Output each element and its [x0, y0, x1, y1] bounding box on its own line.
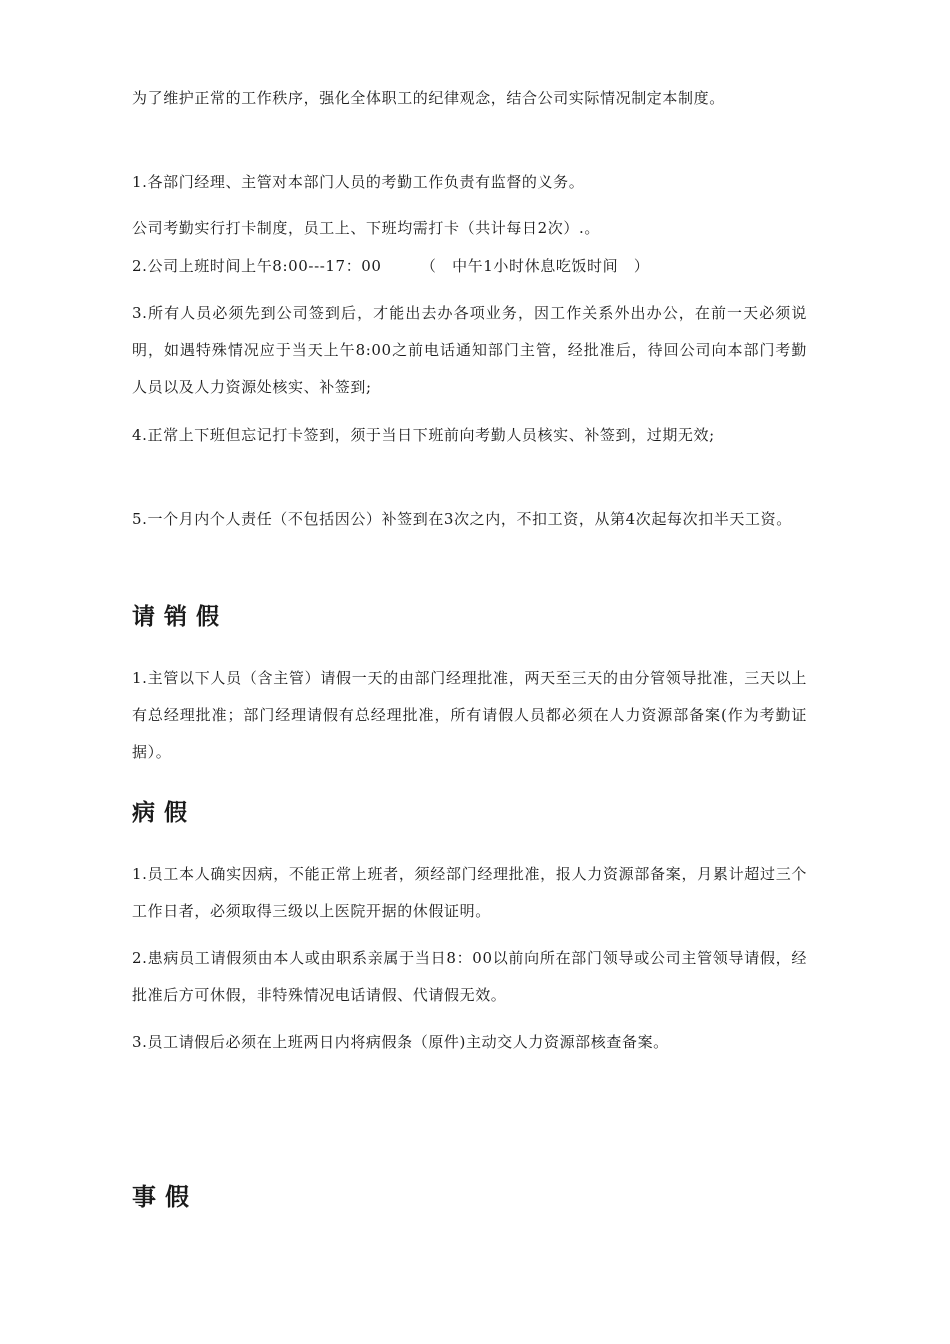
intro-paragraph: 为了维护正常的工作秩序，强化全体职工的纪律观念，结合公司实际情况制定本制度。 — [132, 89, 725, 107]
attendance-item-1: 1.各部门经理、主管对本部门人员的考勤工作负责有监督的义务。 — [132, 173, 585, 191]
leave-item-1: 1.主管以下人员（含主管）请假一天的由部门经理批准，两天至三天的由分管领导批准，三天以上有总经理批准；部门经理请假有总经理批准，所有请假人员都必须在人力资源部备案(作为考勤证据）。 — [132, 669, 807, 761]
attendance-item-5: 5.一个月内个人责任（不包括因公）补签到在3次之内，不扣工资，从第4次起每次扣半天工资。 — [132, 510, 792, 528]
attendance-item-2: 2.公司上班时间上午8:00---17：00 （ 中午1小时休息吃饭时间 ） — [132, 257, 650, 275]
punch-card-rule: 公司考勤实行打卡制度，员工上、下班均需打卡（共计每日2次）.。 — [132, 219, 600, 237]
leave-heading: 请销假 — [132, 604, 228, 630]
sick-leave-item-3: 3.员工请假后必须在上班两日内将病假条（原件)主动交人力资源部核查备案。 — [132, 1033, 669, 1051]
sick-leave-item-1: 1.员工本人确实因病，不能正常上班者，须经部门经理批准，报人力资源部备案，月累计超过三个工作日者，必须取得三级以上医院开据的休假证明。 — [132, 865, 807, 920]
attendance-item-4: 4.正常上下班但忘记打卡签到，须于当日下班前向考勤人员核实、补签到，过期无效; — [132, 426, 715, 444]
sick-leave-item-2: 2.患病员工请假须由本人或由职系亲属于当日8：00以前向所在部门领导或公司主管领导请假，经批准后方可休假，非特殊情况电话请假、代请假无效。 — [132, 949, 807, 1004]
personal-leave-heading: 事假 — [132, 1183, 198, 1211]
sick-leave-heading: 病假 — [132, 800, 196, 826]
attendance-item-3: 3.所有人员必须先到公司签到后，才能出去办各项业务，因工作关系外出办公，在前一天必须说明，如遇特殊情况应于当天上午8:00之前电话通知部门主管，经批准后，待回公司向本部门考勤人员以及人力资源处核实、补签到; — [132, 304, 807, 396]
